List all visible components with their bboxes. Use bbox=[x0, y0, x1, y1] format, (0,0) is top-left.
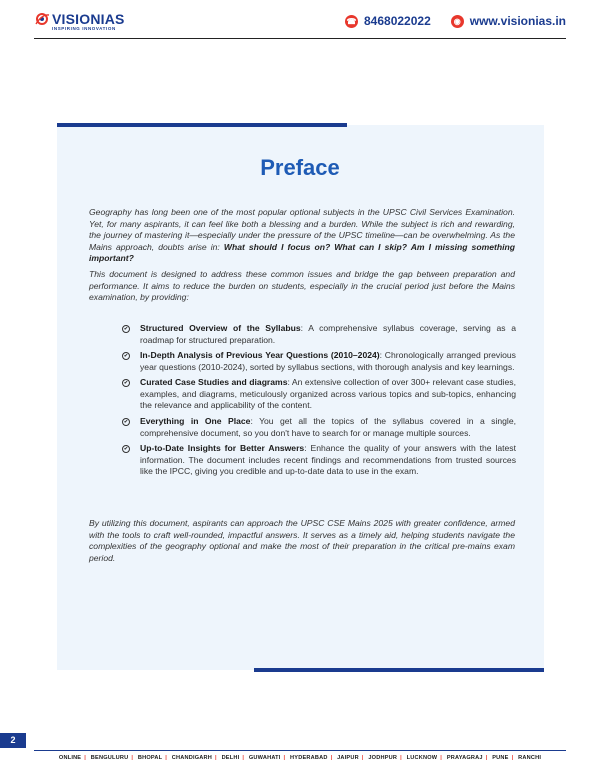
conclusion-paragraph: By utilizing this document, aspirants can approach the UPSC CSE Mains 2025 with greater confidence, armed with the tools to craft well-rounded, impactful answers. It serves as a timely aid, helping students navigate the complexities of the geography optional and make the most of their preparation in the critical pre-mains exam period. bbox=[89, 518, 515, 563]
footer-city[interactable]: BENGULURU bbox=[90, 755, 129, 761]
footer-city[interactable]: RANCHI bbox=[518, 755, 542, 761]
logo-swoosh-icon bbox=[34, 12, 50, 26]
page-header bbox=[0, 0, 600, 42]
check-circle-icon: ✔ bbox=[123, 379, 129, 386]
footer-city[interactable]: CHANDIGARH bbox=[171, 755, 213, 761]
check-circle-icon: ✔ bbox=[123, 352, 129, 359]
feature-list bbox=[118, 323, 516, 482]
footer-city[interactable]: JAIPUR bbox=[337, 755, 359, 761]
logo-text: VISIONIAS bbox=[52, 11, 125, 27]
globe-icon: ◉ bbox=[451, 15, 464, 28]
list-item: ✔ Structured Overview of the Syllabus: A comprehensive syllabus coverage, serving as a roadmap for structured preparation. bbox=[123, 323, 516, 345]
footer-city[interactable]: LUCKNOW bbox=[406, 755, 438, 761]
header-divider bbox=[34, 38, 566, 39]
footer-city[interactable]: PUNE bbox=[492, 755, 509, 761]
check-circle-icon: ✔ bbox=[123, 325, 129, 332]
intro-paragraph-1: Geography has long been one of the most popular optional subjects in the UPSC Civil Services Examination. Yet, for many aspirants, it can feel like both a blessing and a burden. While the subject is rich and rewarding, the journey of mastering it—especially under the pressure of the UPSC timeline—can be overwhelming. As the Mains approach, doubts arise in: What should I focus on? What can I skip? Am I missing something important? bbox=[89, 207, 515, 264]
intro-question: What should I focus on? What can I skip? Am I missing something important? bbox=[89, 241, 515, 264]
phone-number[interactable]: 8468022022 bbox=[364, 14, 431, 28]
logo-tagline: INSPIRING INNOVATION bbox=[52, 26, 116, 31]
phone-icon: ☎ bbox=[346, 16, 357, 26]
website-link[interactable]: www.visionias.in bbox=[469, 14, 566, 28]
footer-city[interactable]: HYDERABAD bbox=[290, 755, 328, 761]
page-number: 2 bbox=[0, 733, 26, 748]
panel-top-accent bbox=[57, 123, 347, 127]
footer-city[interactable]: GUWAHATI bbox=[248, 755, 281, 761]
footer-city[interactable]: ONLINE bbox=[58, 755, 82, 761]
page-title: Preface bbox=[260, 155, 340, 180]
footer-divider bbox=[34, 750, 566, 751]
list-item: ✔ Curated Case Studies and diagrams: An extensive collection of over 300+ relevant case studies, examples, and diagrams, meticulously organized across various topics and sub-topics, enhancing the relevance and applicability of the content. bbox=[123, 377, 516, 411]
footer-city[interactable]: DELHI bbox=[221, 755, 240, 761]
footer-city-list: ONLINE | BENGULURU | BHOPAL | CHANDIGARH | DELHI | GUWAHATI | HYDERABAD | JAIPUR | JODHPUR | LUCKNOW | PRAYAGRAJ | PUNE | RANCHI bbox=[58, 755, 542, 761]
footer-city[interactable]: BHOPAL bbox=[137, 755, 163, 761]
footer-city[interactable]: PRAYAGRAJ bbox=[446, 755, 483, 761]
visionias-logo[interactable] bbox=[34, 12, 125, 26]
panel-bottom-accent bbox=[254, 668, 544, 672]
check-circle-icon: ✔ bbox=[123, 418, 129, 425]
footer-city[interactable]: JODHPUR bbox=[368, 755, 398, 761]
intro-paragraph-2: This document is designed to address these common issues and bridge the gap between preparation and performance. It aims to reduce the burden on students, especially in the crucial period just before the Mains examination, by providing: bbox=[89, 269, 515, 303]
check-circle-icon: ✔ bbox=[123, 445, 129, 452]
contact-info bbox=[345, 14, 566, 28]
list-item: ✔ Everything in One Place: You get all the topics of the syllabus covered in a single, comprehensive document, so you don't have to search for or manage multiple sources. bbox=[123, 416, 516, 438]
list-item: ✔ In-Depth Analysis of Previous Year Questions (2010–2024): Chronologically arranged previous year questions (2010-2024), sorted by syllabus sections, with thorough analysis and key learnings. bbox=[123, 350, 516, 372]
list-item: ✔ Up-to-Date Insights for Better Answers: Enhance the quality of your answers with the latest information. The document includes recent findings and recommendations from trusted sources like the IPCC, giving you credible and up-to-date data to use in the exam. bbox=[123, 443, 516, 477]
